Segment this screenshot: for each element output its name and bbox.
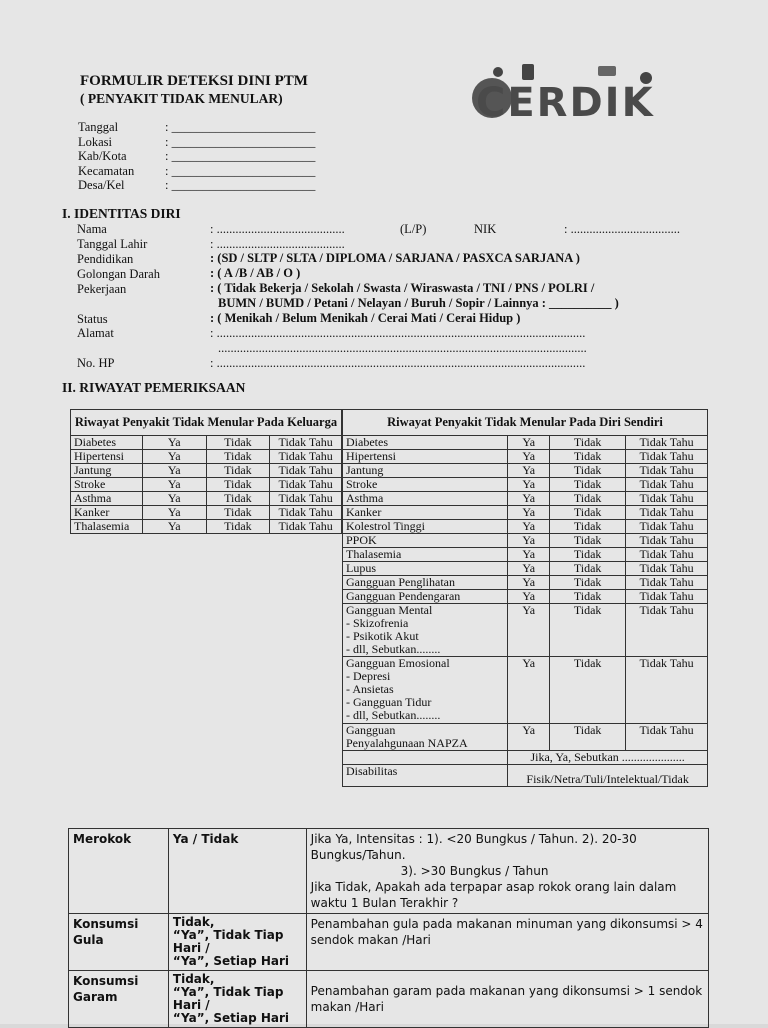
location-field[interactable]: : _______________________ (165, 149, 316, 163)
pendidikan-label: Pendidikan (77, 252, 134, 266)
emosional-item: - Depresi (346, 669, 391, 683)
location-label: Kecamatan (78, 163, 135, 178)
answer-option[interactable]: Tidak Tahu (626, 562, 708, 576)
disease-name: Thalasemia (343, 548, 508, 562)
self-row (343, 534, 708, 548)
answer-option[interactable]: Ya (508, 478, 550, 492)
self-row (343, 478, 708, 492)
disease-name: Kolestrol Tinggi (343, 520, 508, 534)
gula-row (69, 914, 709, 971)
garam-opt-3: “Ya”, Setiap Hari (172, 1011, 290, 1025)
napza-line-2: Penyalahgunaan NAPZA (346, 736, 468, 750)
self-row (343, 590, 708, 604)
disabilitas-label: Disabilitas (343, 765, 508, 787)
answer-option[interactable]: Tidak Tahu (626, 478, 708, 492)
napza-line-1: Gangguan (346, 723, 396, 737)
answer-option[interactable]: Tidak (550, 590, 626, 604)
gender-lp[interactable]: (L/P) (400, 222, 427, 236)
disease-name: Gangguan Penglihatan (343, 576, 508, 590)
answer-option[interactable]: Tidak Tahu (626, 534, 708, 548)
answer-option[interactable]: Ya (508, 657, 550, 724)
pendidikan-options[interactable]: : (SD / SLTP / SLTA / DIPLOMA / SARJANA / PASXCA SARJANA ) (210, 251, 580, 265)
tanggal-lahir-field[interactable]: : ......................................... (210, 237, 345, 251)
self-row (343, 464, 708, 478)
answer-option[interactable]: Tidak (550, 548, 626, 562)
gula-opt-1: Tidak, (172, 915, 215, 929)
answer-option[interactable]: Tidak (206, 492, 270, 506)
answer-option[interactable]: Tidak (206, 520, 270, 534)
answer-option[interactable]: Tidak Tahu (626, 506, 708, 520)
self-row-emosional (343, 657, 708, 724)
section-riwayat-heading: II. RIWAYAT PEMERIKSAAN (62, 380, 246, 395)
self-history-table (342, 409, 708, 787)
nama-field[interactable]: : ......................................... (210, 222, 345, 236)
pekerjaan-options-line1[interactable]: : ( Tidak Bekerja / Sekolah / Swasta / Wiraswasta / TNI / PNS / POLRI / (210, 281, 595, 295)
self-row-disabilitas (343, 765, 708, 787)
garam-description: Penambahan garam pada makanan yang dikonsumsi > 1 sendok makan /Hari (306, 971, 708, 1028)
status-label: Status (77, 312, 108, 326)
golongan-darah-options[interactable]: : ( A /B / AB / O ) (210, 266, 301, 280)
answer-option[interactable]: Ya (508, 562, 550, 576)
answer-option[interactable]: Tidak (550, 492, 626, 506)
section-identitas-heading: I. IDENTITAS DIRI (62, 206, 181, 221)
disease-name: Jantung (71, 464, 143, 478)
gula-opt-3: “Ya”, Setiap Hari (172, 954, 290, 968)
gula-description: Penambahan gula pada makanan minuman yang dikonsumsi > 4 sendok makan /Hari (306, 914, 708, 971)
answer-option[interactable]: Tidak Tahu (270, 436, 342, 450)
disease-name: Hipertensi (71, 450, 143, 464)
answer-option[interactable]: Tidak (550, 520, 626, 534)
self-row-mental (343, 604, 708, 657)
merokok-options[interactable]: Ya / Tidak (168, 829, 306, 914)
answer-option[interactable]: Tidak (550, 436, 626, 450)
golongan-darah-label: Golongan Darah (77, 267, 160, 281)
disease-name: Kanker (71, 506, 143, 520)
answer-option[interactable]: Ya (508, 548, 550, 562)
mental-cell (343, 604, 508, 657)
family-row (71, 464, 342, 478)
self-row (343, 436, 708, 450)
disease-name: Asthma (343, 492, 508, 506)
family-row (71, 520, 342, 534)
answer-option[interactable]: Ya (142, 450, 206, 464)
disease-name: Diabetes (71, 436, 143, 450)
napza-cell (343, 724, 508, 751)
answer-option[interactable]: Tidak (550, 562, 626, 576)
no-hp-field[interactable]: : ...................................................................................................................... (210, 356, 586, 370)
answer-option[interactable]: Tidak Tahu (626, 520, 708, 534)
family-row (71, 492, 342, 506)
emosional-title: Gangguan Emosional (346, 656, 450, 670)
emosional-cell (343, 657, 508, 724)
answer-option[interactable]: Tidak Tahu (626, 724, 708, 751)
answer-option[interactable]: Ya (508, 520, 550, 534)
location-label: Tanggal (78, 120, 119, 134)
jika-ya-field[interactable]: Jika, Ya, Sebutkan ..................... (508, 751, 708, 765)
form-subtitle: ( PENYAKIT TIDAK MENULAR) (80, 91, 283, 106)
disease-name: Jantung (343, 464, 508, 478)
nik-label: NIK (474, 222, 497, 236)
emosional-item: - dll, Sebutkan........ (346, 708, 441, 722)
answer-option[interactable]: Tidak (550, 604, 626, 657)
answer-option[interactable]: Tidak (550, 724, 626, 751)
self-row-napza (343, 724, 708, 751)
answer-option[interactable]: Ya (508, 492, 550, 506)
answer-option[interactable]: Tidak Tahu (626, 576, 708, 590)
answer-option[interactable]: Ya (142, 436, 206, 450)
answer-option[interactable]: Tidak Tahu (270, 492, 342, 506)
disease-name: Thalasemia (71, 520, 143, 534)
disease-name: Asthma (71, 492, 143, 506)
garam-label-2: Garam (73, 990, 118, 1004)
family-row (71, 478, 342, 492)
family-row (71, 450, 342, 464)
self-row (343, 548, 708, 562)
nama-label: Nama (77, 222, 107, 236)
gula-label-2: Gula (73, 933, 104, 947)
answer-option[interactable]: Tidak (550, 534, 626, 548)
form-title: FORMULIR DETEKSI DINI PTM (80, 73, 308, 89)
self-row (343, 492, 708, 506)
answer-option[interactable]: Ya (508, 590, 550, 604)
answer-option[interactable]: Tidak Tahu (270, 450, 342, 464)
answer-option[interactable]: Tidak Tahu (626, 464, 708, 478)
self-row (343, 450, 708, 464)
pekerjaan-label: Pekerjaan (77, 282, 127, 296)
gula-label (69, 914, 169, 971)
answer-option[interactable]: Tidak Tahu (626, 492, 708, 506)
pekerjaan-options-line2[interactable]: BUMN / BUMD / Petani / Nelayan / Buruh / Sopir / Lainnya : __________ ) (218, 296, 619, 310)
garam-label-1: Konsumsi (73, 974, 139, 988)
status-options[interactable]: : ( Menikah / Belum Menikah / Cerai Mati / Cerai Hidup ) (210, 311, 521, 325)
no-hp-label: No. HP (77, 356, 115, 370)
lifestyle-table (68, 828, 709, 1028)
location-label: Desa/Kel (78, 178, 125, 192)
emosional-item: - Ansietas (346, 682, 394, 696)
answer-option[interactable]: Ya (142, 520, 206, 534)
tanggal-lahir-label: Tanggal Lahir (77, 237, 148, 251)
merokok-desc-3: Jika Tidak, Apakah ada terpapar asap rokok orang lain dalam waktu 1 Bulan Terakhir ? (310, 880, 677, 910)
answer-option[interactable]: Tidak Tahu (626, 657, 708, 724)
answer-option[interactable]: Tidak Tahu (270, 506, 342, 520)
answer-option[interactable]: Ya (142, 506, 206, 520)
alamat-label: Alamat (77, 326, 114, 340)
disease-name: Gangguan Pendengaran (343, 590, 508, 604)
self-row (343, 520, 708, 534)
disease-name: Hipertensi (343, 450, 508, 464)
answer-option[interactable]: Tidak Tahu (270, 520, 342, 534)
answer-option[interactable]: Tidak Tahu (626, 548, 708, 562)
location-field[interactable]: : _______________________ (165, 134, 316, 149)
disabilitas-options[interactable]: Fisik/Netra/Tuli/Intelektual/Tidak (508, 765, 708, 787)
mental-item: - dll, Sebutkan........ (346, 642, 441, 656)
answer-option[interactable]: Tidak (550, 506, 626, 520)
disease-name: Stroke (71, 478, 143, 492)
garam-opt-1: Tidak, (172, 972, 215, 986)
answer-option[interactable]: Ya (508, 436, 550, 450)
gula-options[interactable] (168, 914, 306, 971)
family-history-table (70, 409, 342, 534)
gula-label-1: Konsumsi (73, 917, 139, 931)
self-row (343, 562, 708, 576)
disease-name: Diabetes (343, 436, 508, 450)
merokok-description (306, 829, 708, 914)
disease-name: Kanker (343, 506, 508, 520)
logo-text: CERDIK (476, 80, 655, 122)
answer-option[interactable]: Tidak Tahu (270, 478, 342, 492)
answer-option[interactable]: Ya (142, 464, 206, 478)
answer-option[interactable]: Tidak (206, 478, 270, 492)
mental-item: - Psikotik Akut (346, 629, 419, 643)
answer-option[interactable]: Ya (508, 604, 550, 657)
nik-field[interactable]: : ................................... (564, 222, 680, 236)
answer-option[interactable]: Tidak (206, 450, 270, 464)
answer-option[interactable]: Ya (508, 534, 550, 548)
location-field[interactable]: : _______________________ (165, 120, 316, 134)
alamat-field-line1[interactable]: : ...................................................................................................................... (210, 326, 586, 340)
disease-name: PPOK (343, 534, 508, 548)
garam-row (69, 971, 709, 1028)
merokok-row (69, 829, 709, 914)
family-row (71, 506, 342, 520)
answer-option[interactable]: Tidak (550, 478, 626, 492)
alamat-field-line2[interactable]: ...................................................................................................................... (218, 341, 587, 355)
answer-option[interactable]: Tidak Tahu (270, 464, 342, 478)
garam-options[interactable] (168, 971, 306, 1028)
answer-option[interactable]: Tidak (206, 506, 270, 520)
answer-option[interactable]: Ya (508, 724, 550, 751)
answer-option[interactable]: Tidak (206, 436, 270, 450)
emosional-item: - Gangguan Tidur (346, 695, 432, 709)
answer-option[interactable]: Tidak Tahu (626, 604, 708, 657)
mental-item: - Skizofrenia (346, 616, 409, 630)
location-field[interactable]: : _______________________ (165, 163, 316, 178)
merokok-desc-1: Jika Ya, Intensitas : 1). <20 Bungkus / Tahun. 2). 20-30 Bungkus/Tahun. (310, 832, 637, 862)
answer-option[interactable]: Tidak Tahu (626, 590, 708, 604)
merokok-label: Merokok (69, 829, 169, 914)
location-field[interactable]: : _______________________ (165, 178, 316, 192)
answer-option[interactable]: Ya (142, 478, 206, 492)
answer-option[interactable]: Tidak Tahu (626, 436, 708, 450)
family-row (71, 436, 342, 450)
family-history-header: Riwayat Penyakit Tidak Menular Pada Keluarga (71, 410, 342, 436)
location-label: Lokasi (78, 134, 113, 149)
disease-name: Stroke (343, 478, 508, 492)
answer-option[interactable]: Tidak (206, 464, 270, 478)
location-label: Kab/Kota (78, 149, 127, 163)
answer-option[interactable]: Ya (508, 576, 550, 590)
gula-opt-2: “Ya”, Tidak Tiap Hari / (172, 928, 284, 955)
answer-option[interactable]: Tidak (550, 464, 626, 478)
answer-option[interactable]: Ya (508, 506, 550, 520)
merokok-desc-2: 3). >30 Bungkus / Tahun (400, 864, 549, 878)
answer-option[interactable]: Ya (508, 450, 550, 464)
self-row-jika (343, 751, 708, 765)
answer-option[interactable]: Ya (142, 492, 206, 506)
answer-option[interactable]: Tidak Tahu (626, 450, 708, 464)
self-row (343, 576, 708, 590)
answer-option[interactable]: Ya (508, 464, 550, 478)
garam-opt-2: “Ya”, Tidak Tiap Hari / (172, 985, 284, 1012)
answer-option[interactable]: Tidak (550, 657, 626, 724)
answer-option[interactable]: Tidak (550, 450, 626, 464)
self-history-header: Riwayat Penyakit Tidak Menular Pada Diri Sendiri (343, 410, 708, 436)
empty-cell (343, 751, 508, 765)
mental-title: Gangguan Mental (346, 603, 433, 617)
disease-name: Lupus (343, 562, 508, 576)
self-row (343, 506, 708, 520)
cerdik-logo (470, 60, 688, 122)
answer-option[interactable]: Tidak (550, 576, 626, 590)
garam-label (69, 971, 169, 1028)
